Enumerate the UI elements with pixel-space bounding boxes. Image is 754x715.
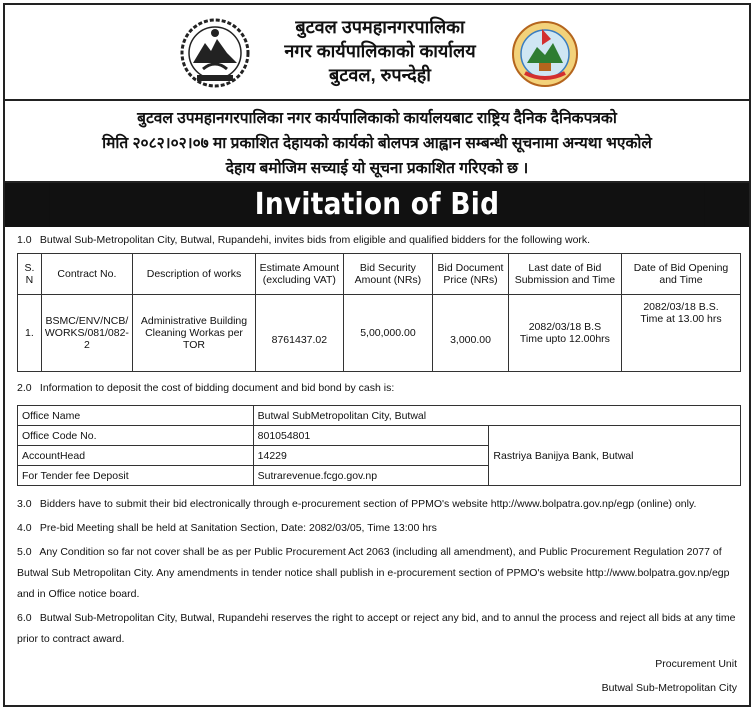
deposit-label: Office Code No. (18, 426, 254, 446)
deposit-table (17, 405, 741, 486)
municipality-logo-icon (509, 19, 581, 89)
table-header-row (18, 254, 741, 295)
deposit-value: 14229 (253, 446, 489, 466)
deposit-label: AccountHead (18, 446, 254, 466)
table-cell: 5,00,000.00 (343, 295, 433, 372)
notice-line-1: बुटवल उपमहानगरपालिका नगर कार्यपालिकाको कार्यालयबाट राष्ट्रिय दैनिक दैनिकपत्रको (137, 110, 617, 127)
notice-line-3: देहाय बमोजिम सच्याई यो सूचना प्रकाशित गरिएको छ । (225, 160, 529, 177)
section-3 (17, 494, 737, 515)
section-1 (17, 230, 737, 251)
section-text: Any Condition so far not cover shall be as per Public Procurement Act 2063 (including all amendment), and Public Procurement Regulation 2077 of Butwal Sub Metropolitan City. Any amendments in tender notice shall publish in e-procurement section of PPMO's website http://www.bolpatra.gov.np/egp and in Office notice board. (17, 546, 730, 600)
table-cell: 2082/03/18 B.S Time upto 12.00hrs (508, 295, 621, 372)
deposit-value: Sutrarevenue.fcgo.gov.np (253, 466, 489, 486)
signature-block (17, 652, 737, 700)
header-cell: Bid Security Amount (NRs) (343, 254, 433, 295)
notice-line-2: मिति २०८२।०२।०७ मा प्रकाशित देहायको कार्यको बोलपत्र आह्वान सम्बन्धी सूचनामा अन्यथा भएकोले (102, 135, 652, 152)
deposit-label: For Tender fee Deposit (18, 466, 254, 486)
table-row (18, 295, 741, 372)
title-banner (5, 183, 749, 227)
signature-unit: Procurement Unit (655, 658, 737, 670)
section-4 (17, 518, 737, 539)
section-5 (17, 542, 737, 605)
section-number: 3.0 (17, 498, 32, 510)
nepal-emblem-icon (177, 17, 253, 89)
table-row (18, 426, 741, 446)
notice-page (3, 3, 751, 707)
bid-content (5, 230, 749, 700)
section-number: 4.0 (17, 522, 32, 534)
office-name: नगर कार्यपालिकाको कार्यालय (284, 41, 476, 61)
letterhead (5, 5, 749, 101)
table-cell: 2082/03/18 B.S. Time at 13.00 hrs (621, 295, 740, 372)
header-cell: Bid Document Price (NRs) (433, 254, 509, 295)
header-cell: Contract No. (41, 254, 132, 295)
table-cell: BSMC/ENV/NCB/ WORKS/081/082-2 (41, 295, 132, 372)
header-cell: Date of Bid Opening and Time (621, 254, 740, 295)
section-number: 6.0 (17, 612, 32, 624)
deposit-label: Office Name (18, 406, 254, 426)
table-cell: Administrative Building Cleaning Workas per TOR (132, 295, 255, 372)
bid-table (17, 253, 741, 372)
office-location: बुटवल, रुपन्देही (329, 65, 431, 85)
office-heading (255, 15, 505, 87)
section-number: 5.0 (17, 546, 32, 558)
municipality-name: बुटवल उपमहानगरपालिका (295, 17, 465, 37)
table-row (18, 406, 741, 426)
section-text: Information to deposit the cost of bidding document and bid bond by cash is: (39, 382, 395, 394)
correction-notice (5, 101, 749, 183)
header-cell: Last date of Bid Submission and Time (508, 254, 621, 295)
header-cell: S. N (18, 254, 42, 295)
section-text: Butwal Sub-Metropolitan City, Butwal, Rupandehi reserves the right to accept or reject any bid, and to annul the process and reject all bids at any time prior to contract award. (17, 612, 736, 645)
header-cell: Description of works (132, 254, 255, 295)
header-cell: Estimate Amount (excluding VAT) (256, 254, 344, 295)
deposit-value: Butwal SubMetropolitan City, Butwal (253, 406, 740, 426)
signature-office: Butwal Sub-Metropolitan City (601, 682, 737, 694)
section-2 (17, 378, 737, 399)
page-title: Invitation of Bid (50, 183, 705, 227)
table-cell: 1. (18, 295, 42, 372)
section-text: Bidders have to submit their bid electronically through e-procurement section of PPMO's website http://www.bolpatra.gov.np/egp (online) only. (39, 498, 697, 510)
bank-name: Rastriya Banijya Bank, Butwal (489, 426, 741, 486)
deposit-value: 801054801 (253, 426, 489, 446)
section-number: 2.0 (17, 382, 32, 394)
table-cell: 8761437.02 (256, 295, 344, 372)
section-number: 1.0 (17, 234, 32, 246)
section-text: Pre-bid Meeting shall be held at Sanitation Section, Date: 2082/03/05, Time 13:00 hrs (39, 522, 437, 534)
table-cell: 3,000.00 (433, 295, 509, 372)
section-text: Butwal Sub-Metropolitan City, Butwal, Rupandehi, invites bids from eligible and qualified bidders for the following work. (39, 234, 591, 246)
section-6 (17, 608, 737, 650)
